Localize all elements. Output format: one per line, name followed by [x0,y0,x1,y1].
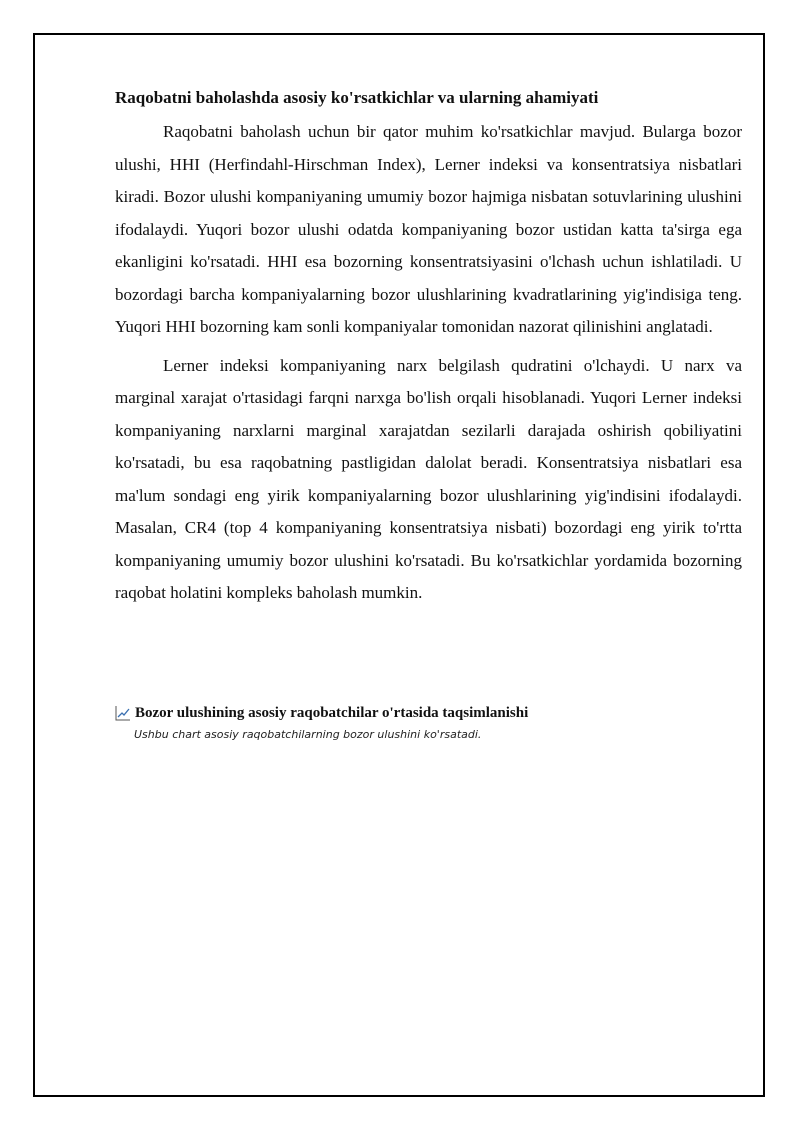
document-body [115,86,742,616]
paragraph-lerner-index: Lerner indeksi kompaniyaning narx belgilash qudratini o'lchaydi. U narx va marginal xarajat o'rtasidagi farqni narxga bo'lish orqali hisoblanadi. Yuqori Lerner indeksi kompaniyaning narxlarni marginal xarajatdan sezilarli darajada oshirish qobiliyatini ko'rsatadi, bu esa raqobatning pastligidan dalolat beradi. Konsentratsiya nisbatlari esa ma'lum sondagi eng yirik kompaniyalarning bozor ulushlarining yig'indisini ifodalaydi. Masalan, CR4 (top 4 kompaniyaning konsentratsiya nisbati) bozordagi eng yirik to'rtta kompaniyaning umumiy bozor ulushini ko'rsatadi. Bu ko'rsatkichlar yordamida bozorning raqobat holatini kompleks baholash mumkin. [115,355,742,602]
chart-subtitle: Ushbu chart asosiy raqobatchilarning bozor ulushini ko'rsatadi. [134,728,482,741]
chart-title: Bozor ulushining asosiy raqobatchilar o'rtasida taqsimlanishi [135,704,529,721]
chart-caption-block [115,702,742,741]
paragraph-competition-indicators: Raqobatni baholash uchun bir qator muhim ko'rsatkichlar mavjud. Bularga bozor ulushi, HHI (Herfindahl-Hirschman Index), Lerner indeksi va konsentratsiya nisbatlari kiradi. Bozor ulushi kompaniyaning umumiy bozor hajmiga nisbatan sotuvlarining ulushini ifodalaydi. Yuqori bozor ulushi odatda kompaniyaning bozor ustidan katta ta'sirga ega ekanligini ko'rsatadi. HHI esa bozorning konsentratsiyasini o'lchash uchun ishlatiladi. U bozordagi barcha kompaniyalarning bozor ulushlarining kvadratlarining yig'indisiga teng. Yuqori HHI bozorning kam sonli kompaniyalar tomonidan nazorat qilinishini anglatadi. [115,122,742,336]
section-heading: Raqobatni baholashda asosiy ko'rsatkichlar va ularning ahamiyati [115,88,599,107]
chart-title-row [115,702,742,724]
line-chart-icon [115,705,131,721]
